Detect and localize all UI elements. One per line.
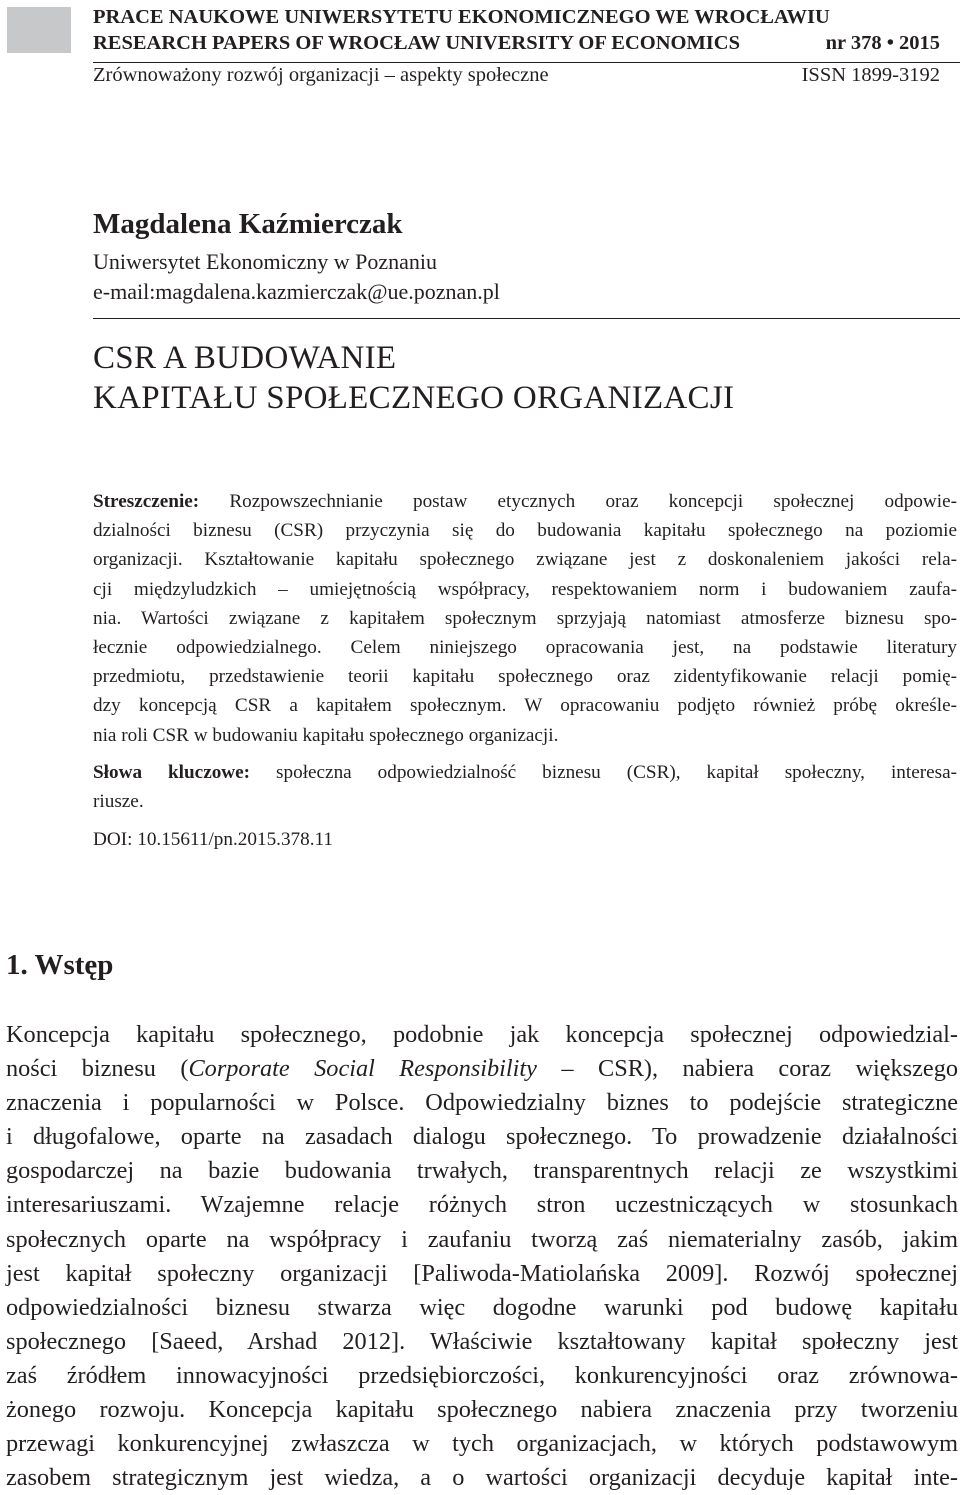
header-rule	[93, 62, 960, 63]
body-line: żonego rozwoju. Koncepcja kapitału społecznego nabiera znaczenia przy tworzeniu	[6, 1396, 958, 1424]
abstract-line: organizacji. Kształtowanie kapitału społecznego związane jest z doskonaleniem jakości rela-	[93, 549, 957, 571]
body-line: i długofalowe, oparte na zasadach dialogu społecznego. To prowadzenie działalności	[6, 1123, 958, 1151]
journal-name-pl: PRACE NAUKOWE UNIWERSYTETU EKONOMICZNEGO WE WROCŁAWIU	[93, 6, 830, 28]
body-line: przewagi konkurencyjnej zwłaszcza w tych organizacjach, w których podstawowym	[6, 1430, 958, 1458]
issue-number: nr 378 • 2015	[825, 32, 940, 54]
paper-title-line-1: CSR A BUDOWANIE	[93, 340, 397, 376]
italic-term: Corporate Social Responsibility	[188, 1055, 537, 1083]
section-heading: 1. Wstęp	[6, 949, 114, 981]
author-email[interactable]: e-mail:magdalena.kazmierczak@ue.poznan.pl	[93, 279, 500, 304]
body-line: społecznego [Saeed, Arshad 2012]. Właściwie kształtowany kapitał społeczny jest	[6, 1327, 958, 1355]
keywords-label: Słowa kluczowe:	[93, 762, 251, 783]
abstract-line: przedmiotu, przedstawienie teorii kapitału społecznego oraz zidentyfikowanie relacji pomię-	[93, 666, 957, 688]
paper-title-line-2: KAPITAŁU SPOŁECZNEGO ORGANIZACJI	[93, 380, 735, 416]
abstract	[93, 487, 957, 750]
author-name: Magdalena Kaźmierczak	[93, 208, 403, 240]
abstract-line: Streszczenie: Rozpowszechnianie postaw etycznych oraz koncepcji społecznej odpowie-	[93, 491, 957, 512]
doi[interactable]: DOI: 10.15611/pn.2015.378.11	[93, 829, 334, 850]
body-paragraph	[6, 1018, 958, 1495]
body-line: interesariuszami. Wzajemne relacje różnych stron uczestniczących w stosunkach	[6, 1191, 958, 1219]
abstract-line: nia. Wartości związane z kapitałem społecznym sprzyjają natomiast atmosferze biznesu spo-	[93, 607, 957, 629]
abstract-line: dzialności biznesu (CSR) przyczynia się do budowania kapitału społecznego na poziomie	[93, 520, 957, 542]
body-line: zasobem strategicznym jest wiedza, a o wartości organizacji decyduje kapitał inte-	[6, 1464, 958, 1492]
body-line: odpowiedzialności biznesu stwarza więc dogodne warunki pod budowę kapitału	[6, 1293, 958, 1321]
series-title: Zrównoważony rozwój organizacji – aspekty społeczne	[93, 64, 549, 86]
body-line: zaś źródłem innowacyjności przedsiębiorczości, konkurencyjności oraz zrównowa-	[6, 1361, 958, 1389]
abstract-line: dzy koncepcją CSR a kapitałem społecznym. W opracowaniu podjęto również próbę określe-	[93, 695, 957, 717]
body-line: ności biznesu (Corporate Social Responsibility – CSR), nabiera coraz większego	[6, 1055, 959, 1083]
abstract-line: łecznie odpowiedzialnego. Celem niniejszego opracowania jest, na podstawie literatury	[93, 637, 957, 659]
body-line: gospodarczej na bazie budowania trwałych, transparentnych relacji ze wszystkimi	[6, 1157, 958, 1185]
author-affiliation: Uniwersytet Ekonomiczny w Poznaniu	[93, 249, 437, 274]
body-line: Koncepcja kapitału społecznego, podobnie jak koncepcja społecznej odpowiedzial-	[6, 1021, 958, 1048]
body-line: jest kapitał społeczny organizacji [Paliwoda-Matiolańska 2009]. Rozwój społecznej	[6, 1259, 958, 1287]
abstract-line: cji międzyludzkich – umiejętnością współpracy, respektowaniem norm i budowaniem zaufa-	[93, 578, 957, 600]
abstract-line: nia roli CSR w budowaniu kapitału społecznego organizacji.	[93, 724, 559, 746]
body-line: znaczenia i popularności w Polsce. Odpowiedzialny biznes to podejście strategiczne	[6, 1089, 958, 1117]
keywords-line: Słowa kluczowe: społeczna odpowiedzialność biznesu (CSR), kapitał społeczny, interesa-	[93, 762, 957, 783]
header-gray-block	[7, 7, 71, 53]
separator-rule	[93, 318, 960, 319]
issn: ISSN 1899-3192	[801, 64, 940, 86]
abstract-label: Streszczenie:	[93, 491, 200, 512]
keywords-line: riusze.	[93, 791, 144, 813]
keywords	[93, 758, 957, 816]
journal-name-en: RESEARCH PAPERS OF WROCŁAW UNIVERSITY OF ECONOMICS	[93, 32, 740, 54]
body-line: społecznych oparte na współpracy i zaufaniu tworzą zaś niematerialny zasób, jakim	[6, 1225, 958, 1253]
